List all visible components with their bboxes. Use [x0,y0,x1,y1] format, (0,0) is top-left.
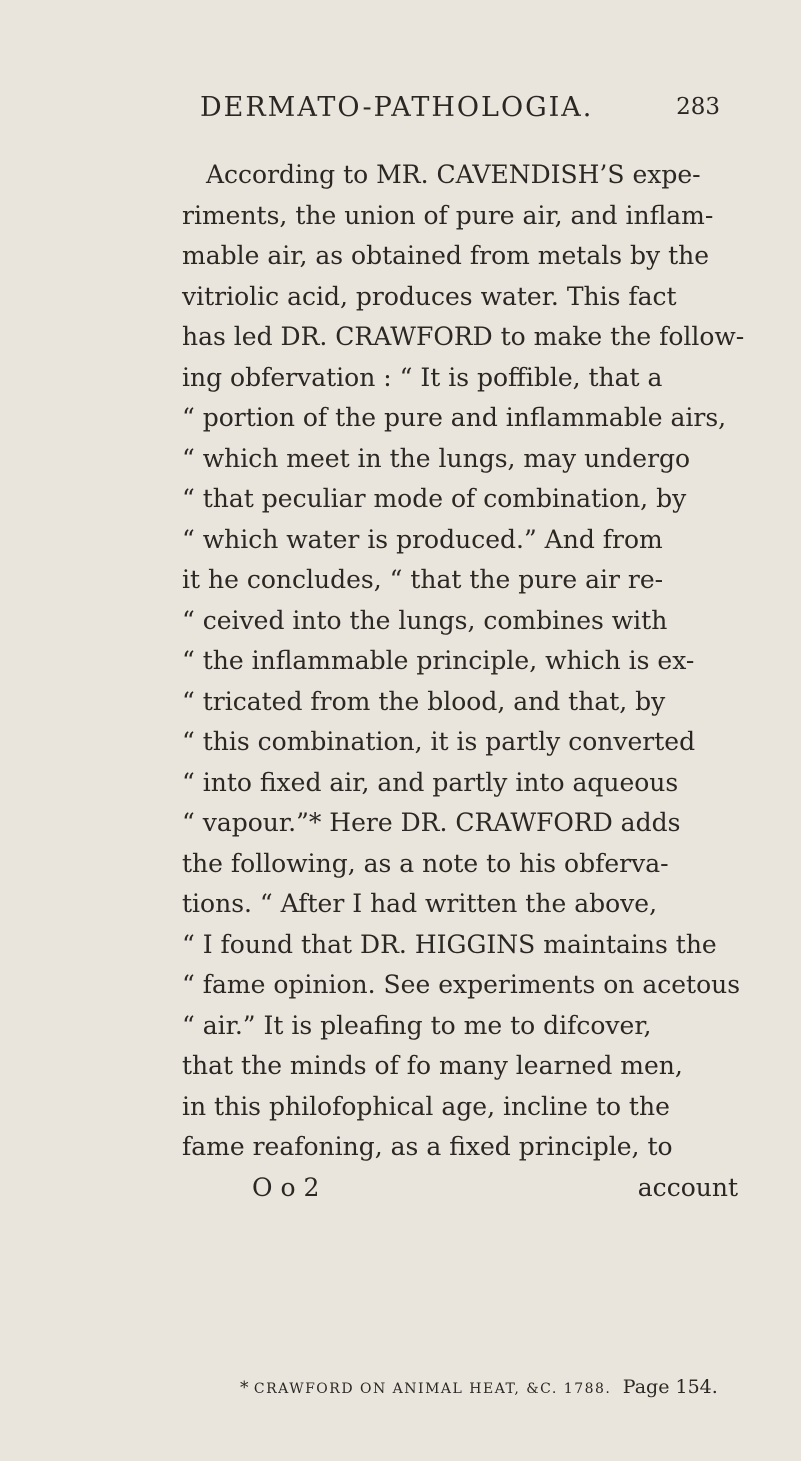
text-line: tions. “ After I had written the above, [182,889,658,918]
text-line: mable air, as obtained from metals by the [182,241,710,270]
text-line: “ into fixed air, and partly into aqueous [182,767,679,797]
text-line: fame reafoning, as a fixed principle, to [182,1132,673,1161]
text-line: the following, as a note to his obferva- [182,848,669,878]
catchword: account [637,1172,738,1202]
text-line: “ that peculiar mode of combination, by [182,484,687,513]
text-line: has led DR. CRAWFORD to make the follow- [182,322,745,351]
text-line: “ which meet in the lungs, may undergo [182,443,691,473]
text-line: “ portion of the pure and inflammable airs, [182,403,727,432]
text-line: that the minds of fo many learned men, [182,1051,683,1080]
text-line: “ I found that DR. HIGGINS maintains the [182,929,717,959]
running-head: DERMATO-PATHOLOGIA. [200,92,594,123]
text-line: riments, the union of pure air, and inflam- [182,200,714,230]
text-line: “ tricated from the blood, and that, by [182,686,666,716]
signature-line [182,1168,738,1209]
text-line: “ the inflammable principle, which is ex- [182,646,695,675]
text-line: According to MR. CAVENDISH’S expe- [206,160,701,189]
text-line: vitriolic acid, produces water. This fact [182,281,677,311]
text-line: it he concludes, “ that the pure air re- [182,565,664,594]
text-line: in this philofophical age, incline to the [182,1091,670,1121]
footnote-page-ref: Page 154. [622,1376,718,1398]
text-line: “ which water is produced.” And from [182,524,663,554]
text-line: ing obfervation : “ It is poffible, that a [182,362,663,392]
footnote-marker: * [240,1378,249,1398]
text-line: “ fame opinion. See experiments on acetous [182,970,741,999]
signature-mark: O o 2 [252,1172,320,1202]
text-line: “ ceived into the lungs, combines with [182,605,668,635]
body-text [182,155,745,1208]
page-number: 283 [676,94,720,120]
text-line: “ air.” It is pleafing to me to difcover, [182,1010,652,1040]
text-line: “ this combination, it is partly converted [182,727,696,756]
footnote-text: CRAWFORD ON ANIMAL HEAT, &C. 1788. [253,1381,612,1397]
footnote [240,1376,740,1398]
text-line: “ vapour.”* Here DR. CRAWFORD adds [182,808,681,837]
page-header [200,92,720,132]
